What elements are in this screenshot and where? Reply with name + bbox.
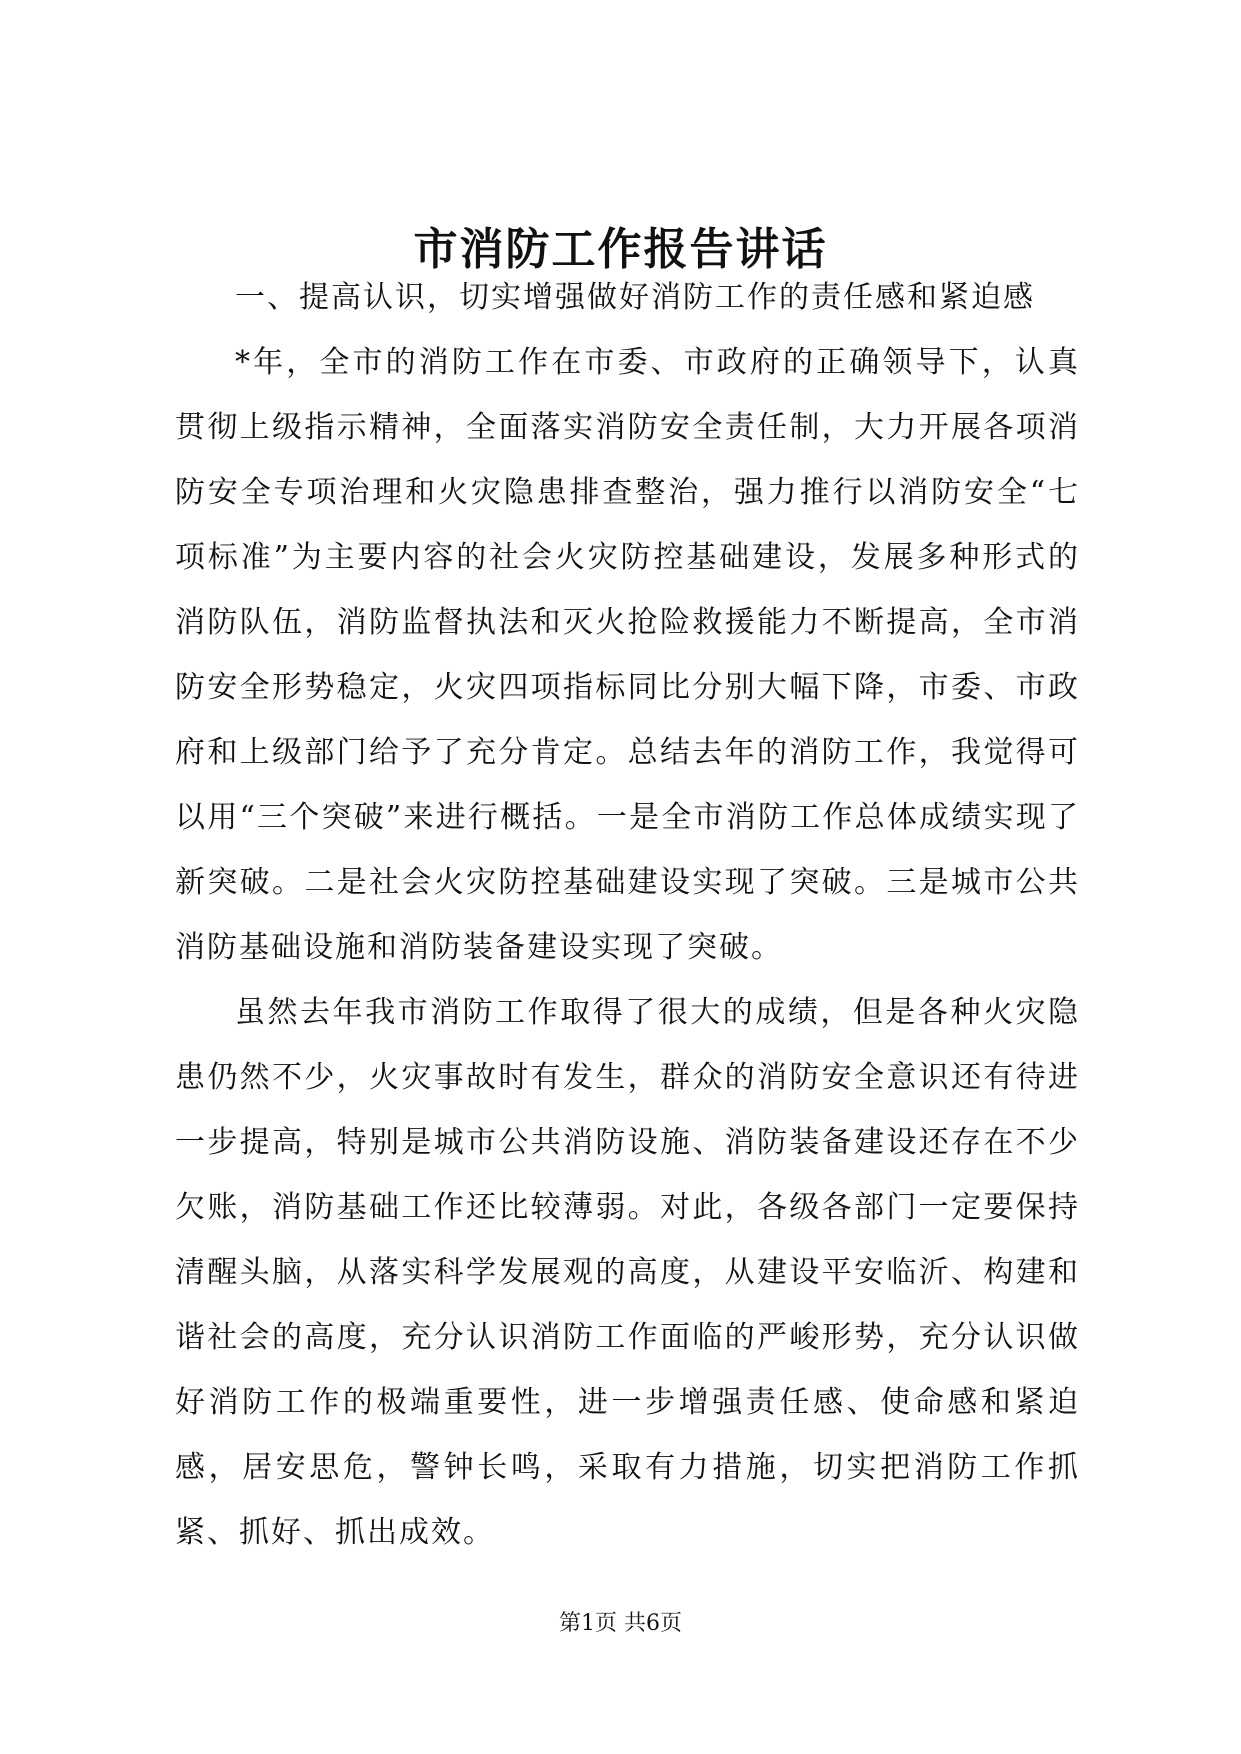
page-number: 第1页 共6页 [559, 1611, 682, 1636]
section-heading: 一、提高认识，切实增强做好消防工作的责任感和紧迫感 [235, 280, 1035, 315]
document-title: 市消防工作报告讲话 [413, 224, 828, 275]
document-body [175, 265, 1080, 1565]
paragraph: 虽然去年我市消防工作取得了很大的成绩，但是各种火灾隐患仍然不少，火灾事故时有发生，群众的消防安全意识还有待进一步提高，特别是城市公共消防设施、消防装备建设还存在不少欠账，消防基础工作还比较薄弱。对此，各级各部门一定要保持清醒头脑，从落实科学发展观的高度，从建设平安临沂、构建和谐社会的高度，充分认识消防工作面临的严峻形势，充分认识做好消防工作的极端重要性，进一步增强责任感、使命感和紧迫感，居安思危，警钟长鸣，采取有力措施，切实把消防工作抓紧、抓好、抓出成效。 [175, 995, 1080, 1550]
paragraph: *年，全市的消防工作在市委、市政府的正确领导下，认真贯彻上级指示精神，全面落实消防安全责任制，大力开展各项消防安全专项治理和火灾隐患排查整治，强力推行以消防安全“七项标准”为主要内容的社会火灾防控基础建设，发展多种形式的消防队伍，消防监督执法和灭火抢险救援能力不断提高，全市消防安全形势稳定，火灾四项指标同比分别大幅下降，市委、市政府和上级部门给予了充分肯定。总结去年的消防工作，我觉得可以用“三个突破”来进行概括。一是全市消防工作总体成绩实现了新突破。二是社会火灾防控基础建设实现了突破。三是城市公共消防基础设施和消防装备建设实现了突破。 [175, 345, 1080, 965]
